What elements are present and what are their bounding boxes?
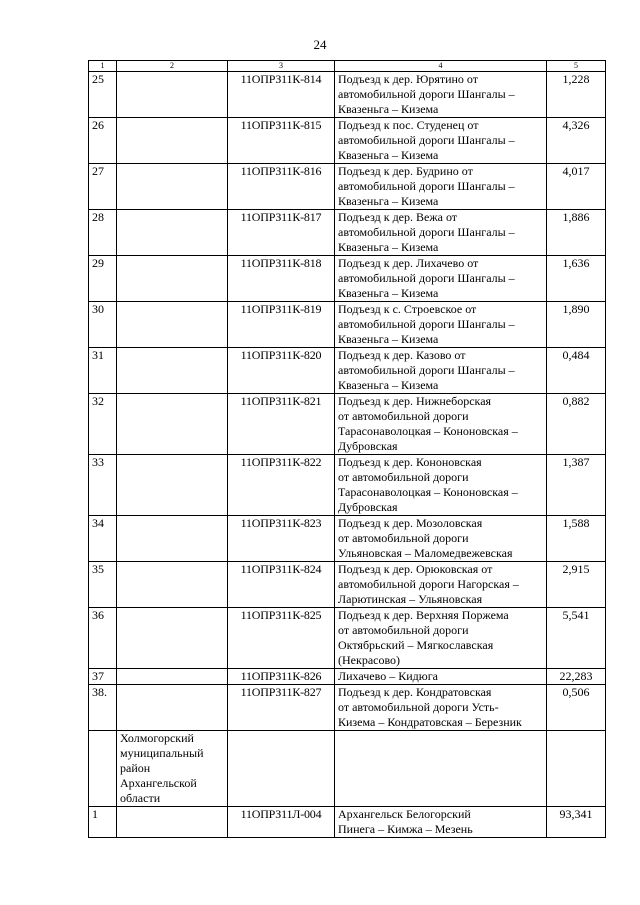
table-row xyxy=(89,118,606,164)
table-row xyxy=(89,302,606,348)
road-code: 11ОПРЗ11К-818 xyxy=(228,256,335,302)
row-number: 36 xyxy=(89,608,117,669)
road-length: 1,228 xyxy=(547,72,606,118)
row-number: 34 xyxy=(89,516,117,562)
district-cell xyxy=(117,685,228,731)
row-number: 33 xyxy=(89,455,117,516)
road-length: 0,506 xyxy=(547,685,606,731)
district-cell xyxy=(117,608,228,669)
road-length: 4,017 xyxy=(547,164,606,210)
road-name: Подъезд к дер. Будрино от автомобильной дороги Шангалы – Квазеньга – Кизема xyxy=(335,164,547,210)
table-row xyxy=(89,685,606,731)
road-name: Архангельск Белогорский Пинега – Кимжа – Мезень xyxy=(335,807,547,838)
road-code: 11ОПРЗ11К-825 xyxy=(228,608,335,669)
road-length: 5,541 xyxy=(547,608,606,669)
row-number: 25 xyxy=(89,72,117,118)
road-code: 11ОПРЗ11К-822 xyxy=(228,455,335,516)
road-name: Подъезд к дер. Казово от автомобильной дороги Шангалы – Квазеньга – Кизема xyxy=(335,348,547,394)
district-cell: Холмогорский муниципальный район Архангельской области xyxy=(117,731,228,807)
road-length: 1,886 xyxy=(547,210,606,256)
road-length: 4,326 xyxy=(547,118,606,164)
table-header-row xyxy=(89,61,606,72)
district-cell xyxy=(117,807,228,838)
road-length: 2,915 xyxy=(547,562,606,608)
district-cell xyxy=(117,210,228,256)
district-cell xyxy=(117,348,228,394)
road-code: 11ОПРЗ11К-827 xyxy=(228,685,335,731)
road-name: Подъезд к дер. Вежа от автомобильной дороги Шангалы – Квазеньга – Кизема xyxy=(335,210,547,256)
column-header-4: 4 xyxy=(335,61,547,72)
road-name: Подъезд к пос. Студенец от автомобильной дороги Шангалы – Квазеньга – Кизема xyxy=(335,118,547,164)
table-row xyxy=(89,164,606,210)
row-number: 32 xyxy=(89,394,117,455)
column-header-5: 5 xyxy=(547,61,606,72)
road-name: Подъезд к дер. Кононовская от автомобильной дороги Тарасонаволоцкая – Кононовская – Дубровская xyxy=(335,455,547,516)
table-row xyxy=(89,455,606,516)
road-code: 11ОПРЗ11Л-004 xyxy=(228,807,335,838)
row-number: 38. xyxy=(89,685,117,731)
road-name: Подъезд к с. Строевское от автомобильной дороги Шангалы – Квазеньга – Кизема xyxy=(335,302,547,348)
row-number: 29 xyxy=(89,256,117,302)
road-length: 93,341 xyxy=(547,807,606,838)
district-cell xyxy=(117,164,228,210)
road-name: Подъезд к дер. Юрятино от автомобильной дороги Шангалы – Квазеньга – Кизема xyxy=(335,72,547,118)
road-length: 0,484 xyxy=(547,348,606,394)
road-code: 11ОПРЗ11К-823 xyxy=(228,516,335,562)
road-code: 11ОПРЗ11К-817 xyxy=(228,210,335,256)
district-cell xyxy=(117,516,228,562)
district-cell xyxy=(117,455,228,516)
road-length: 0,882 xyxy=(547,394,606,455)
roads-table xyxy=(88,60,606,838)
road-length: 1,588 xyxy=(547,516,606,562)
table-row xyxy=(89,731,606,807)
road-name xyxy=(335,731,547,807)
road-code: 11ОПРЗ11К-824 xyxy=(228,562,335,608)
row-number: 30 xyxy=(89,302,117,348)
table-row xyxy=(89,210,606,256)
row-number: 37 xyxy=(89,669,117,685)
table-body xyxy=(89,72,606,838)
district-cell xyxy=(117,302,228,348)
road-name: Подъезд к дер. Верхняя Поржема от автомобильной дороги Октябрьский – Мягкославская (Некрасово) xyxy=(335,608,547,669)
table-row xyxy=(89,669,606,685)
column-header-1: 1 xyxy=(89,61,117,72)
district-cell xyxy=(117,72,228,118)
table-row xyxy=(89,348,606,394)
road-name: Подъезд к дер. Кондратовская от автомобильной дороги Усть- Кизема – Кондратовская – Березник xyxy=(335,685,547,731)
road-code: 11ОПРЗ11К-821 xyxy=(228,394,335,455)
table-row xyxy=(89,562,606,608)
road-length: 1,636 xyxy=(547,256,606,302)
column-header-2: 2 xyxy=(117,61,228,72)
table-row xyxy=(89,516,606,562)
district-cell xyxy=(117,669,228,685)
column-header-3: 3 xyxy=(228,61,335,72)
road-name: Подъезд к дер. Нижнеборская от автомобильной дороги Тарасонаволоцкая – Кононовская – Дубровская xyxy=(335,394,547,455)
road-name: Лихачево – Кидюга xyxy=(335,669,547,685)
table-row xyxy=(89,256,606,302)
road-name: Подъезд к дер. Орюковская от автомобильной дороги Нагорская – Ларютинская – Ульяновская xyxy=(335,562,547,608)
row-number: 1 xyxy=(89,807,117,838)
row-number: 35 xyxy=(89,562,117,608)
road-code: 11ОПРЗ11К-814 xyxy=(228,72,335,118)
table-row xyxy=(89,72,606,118)
row-number xyxy=(89,731,117,807)
road-code: 11ОПРЗ11К-815 xyxy=(228,118,335,164)
row-number: 31 xyxy=(89,348,117,394)
row-number: 27 xyxy=(89,164,117,210)
road-name: Подъезд к дер. Мозоловская от автомобильной дороги Ульяновская – Маломедвежевская xyxy=(335,516,547,562)
district-cell xyxy=(117,394,228,455)
district-cell xyxy=(117,256,228,302)
road-code xyxy=(228,731,335,807)
district-cell xyxy=(117,562,228,608)
row-number: 28 xyxy=(89,210,117,256)
road-length: 1,890 xyxy=(547,302,606,348)
road-length: 1,387 xyxy=(547,455,606,516)
road-name: Подъезд к дер. Лихачево от автомобильной дороги Шангалы – Квазеньга – Кизема xyxy=(335,256,547,302)
road-length: 22,283 xyxy=(547,669,606,685)
row-number: 26 xyxy=(89,118,117,164)
road-code: 11ОПРЗ11К-826 xyxy=(228,669,335,685)
page-number: 24 xyxy=(313,37,327,52)
table-row xyxy=(89,394,606,455)
table-row xyxy=(89,807,606,838)
road-code: 11ОПРЗ11К-820 xyxy=(228,348,335,394)
road-code: 11ОПРЗ11К-819 xyxy=(228,302,335,348)
district-cell xyxy=(117,118,228,164)
table-row xyxy=(89,608,606,669)
road-code: 11ОПРЗ11К-816 xyxy=(228,164,335,210)
road-length xyxy=(547,731,606,807)
